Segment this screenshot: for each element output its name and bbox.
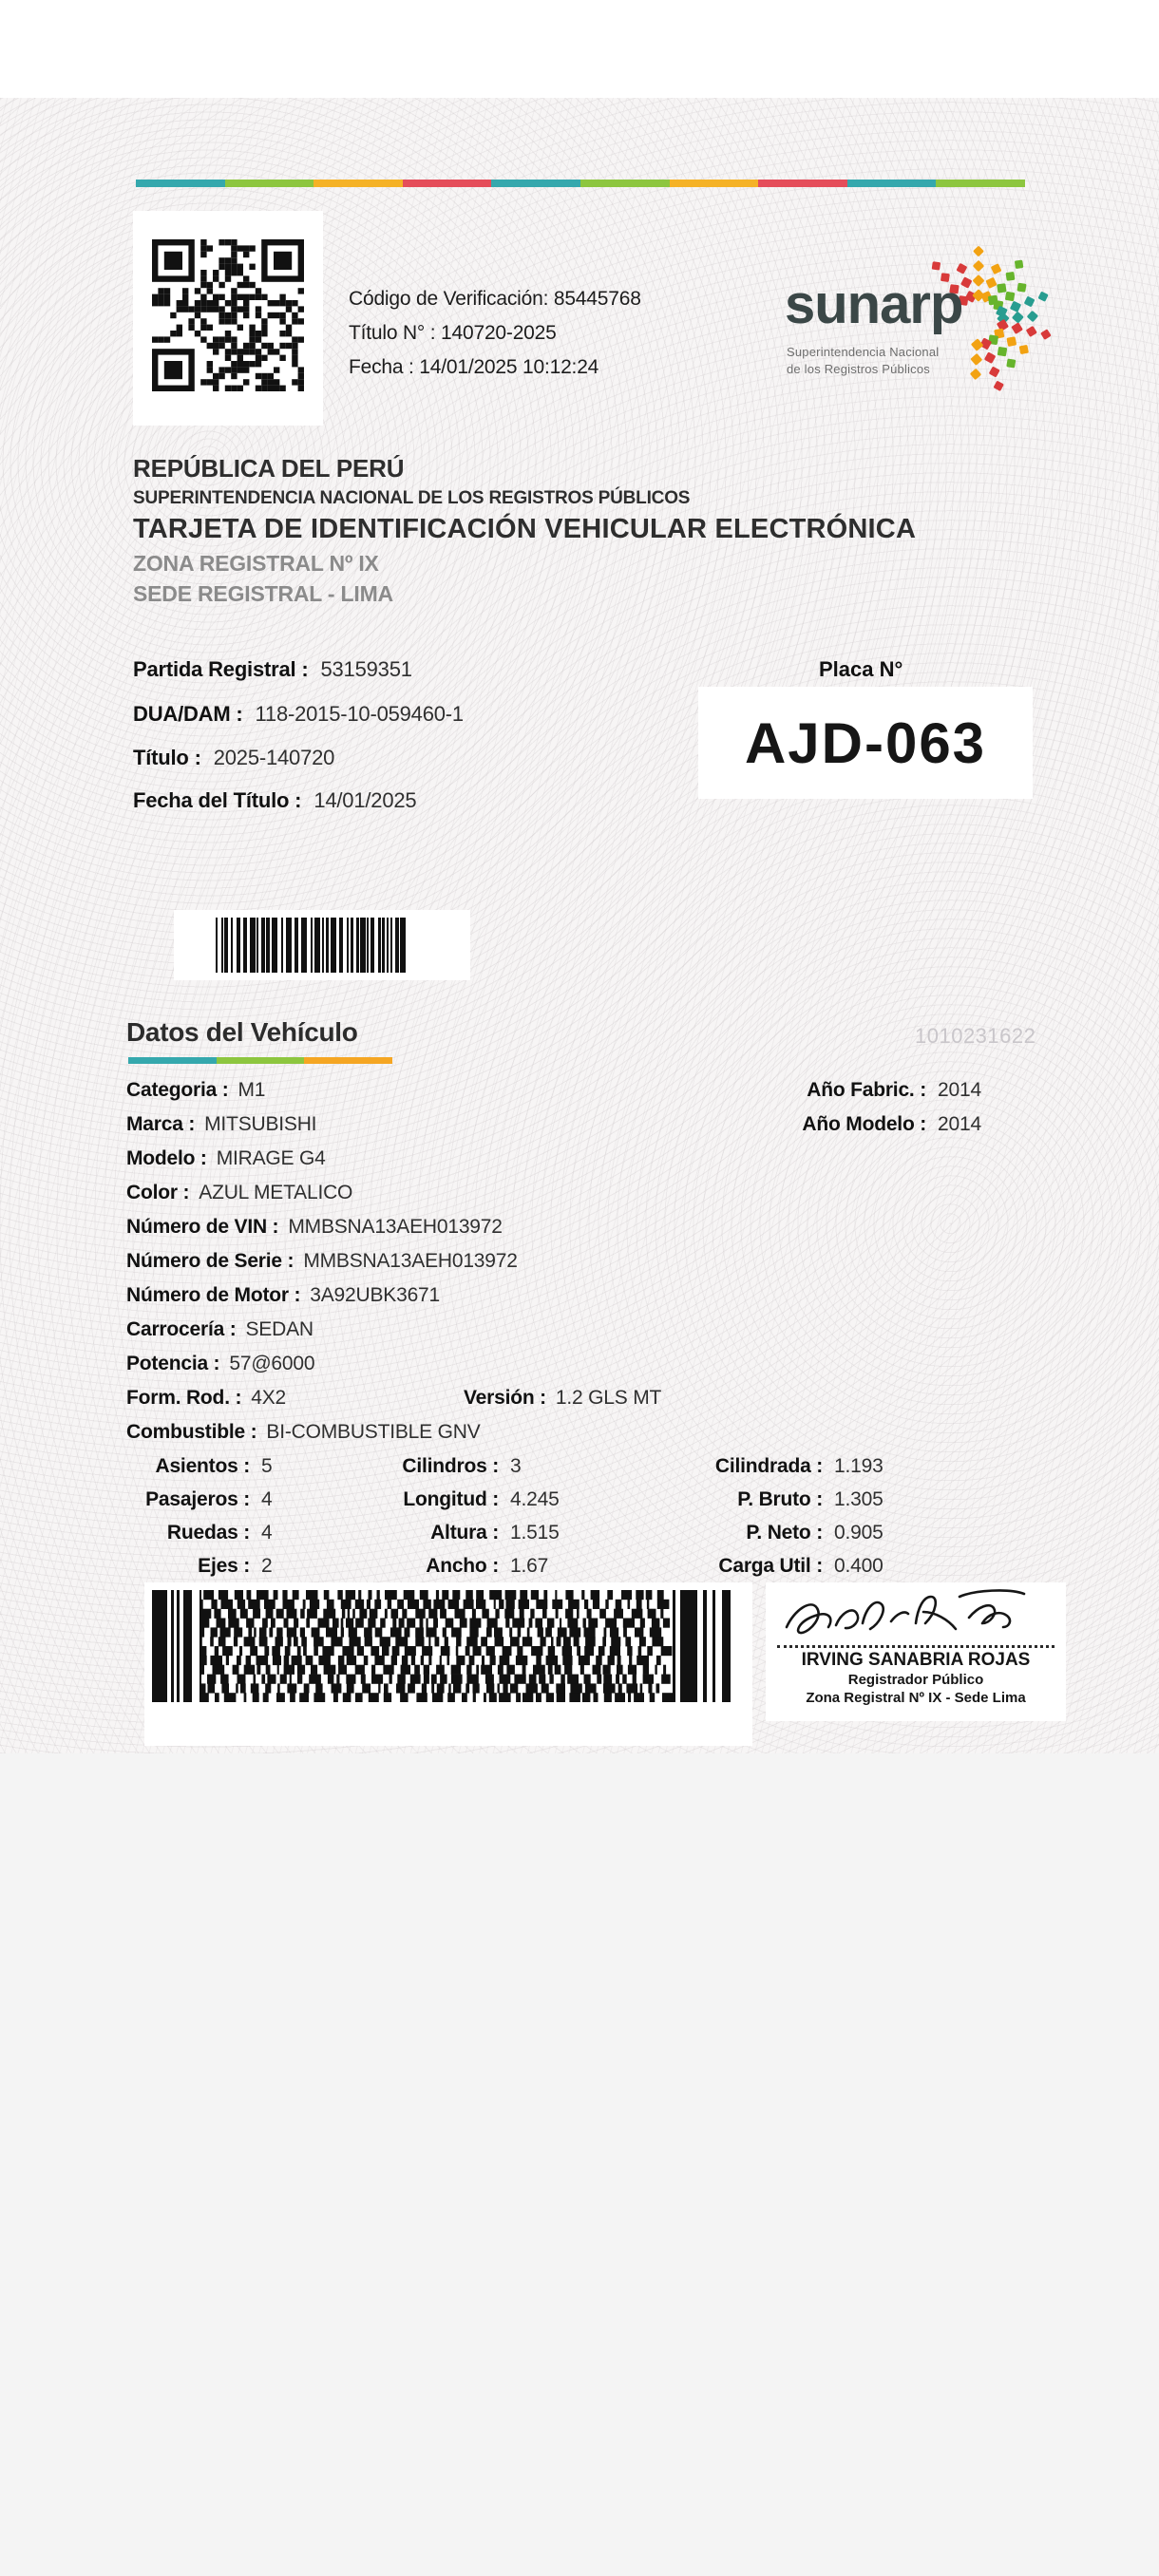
dash-segment <box>758 180 847 187</box>
spec-asientos: Asientos : 5 <box>155 1455 273 1477</box>
registrar-role: Registrador Público <box>847 1672 984 1688</box>
field-version: Versión : 1.2 GLS MT <box>464 1387 662 1409</box>
dash-segment <box>314 180 403 187</box>
underline-segment <box>304 1057 392 1064</box>
field-numero-serie: Número de Serie : MMBSNA13AEH013972 <box>126 1250 518 1272</box>
dash-segment <box>670 180 759 187</box>
field-titulo: Título : 2025-140720 <box>133 746 335 769</box>
watermark-number: 1010231622 <box>915 1024 1036 1048</box>
signature-icon <box>773 1585 1058 1644</box>
spec-p-neto: P. Neto : 0.905 <box>746 1522 884 1544</box>
section-title-datos-vehiculo: Datos del Vehículo <box>126 1017 358 1047</box>
field-combustible: Combustible : BI-COMBUSTIBLE GNV <box>126 1421 481 1443</box>
field-partida-registral: Partida Registral : 53159351 <box>133 657 412 681</box>
sunarp-logo <box>779 225 1075 401</box>
verification-date-line: Fecha : 14/01/2025 10:12:24 <box>349 356 599 378</box>
vehicle-id-card <box>0 98 1159 1753</box>
field-numero-vin: Número de VIN : MMBSNA13AEH013972 <box>126 1216 503 1238</box>
field-numero-motor: Número de Motor : 3A92UBK3671 <box>126 1284 441 1306</box>
field-marca: Marca : MITSUBISHI <box>126 1113 317 1135</box>
spec-ancho: Ancho : 1.67 <box>426 1555 549 1577</box>
underline-segment <box>217 1057 305 1064</box>
underline-segment <box>128 1057 217 1064</box>
dash-segment <box>403 180 492 187</box>
field-potencia: Potencia : 57@6000 <box>126 1353 315 1374</box>
plate-number-label: Placa N° <box>819 657 903 681</box>
registrar-name: IRVING SANABRIA ROJAS <box>801 1650 1031 1670</box>
registrar-zone: Zona Registral Nº IX - Sede Lima <box>806 1690 1026 1706</box>
section-title-underline <box>128 1057 392 1064</box>
plate-number-value: AJD-063 <box>744 710 987 775</box>
header-sede: SEDE REGISTRAL - LIMA <box>133 581 393 606</box>
spec-ruedas: Ruedas : 4 <box>166 1522 273 1544</box>
verification-title-line: Título N° : 140720-2025 <box>349 322 557 344</box>
spec-altura: Altura : 1.515 <box>430 1522 560 1544</box>
dash-segment <box>136 180 225 187</box>
plate-box <box>698 687 1033 799</box>
spec-carga-util: Carga Util : 0.400 <box>718 1555 884 1577</box>
header-org: SUPERINTENDENCIA NACIONAL DE LOS REGISTROS PÚBLICOS <box>133 488 691 508</box>
sunarp-tagline: de los Registros Públicos <box>787 362 930 376</box>
qr-code-icon <box>152 239 304 391</box>
qr-box <box>133 211 323 426</box>
field-carroceria: Carrocería : SEDAN <box>126 1318 314 1340</box>
field-form-rod: Form. Rod. : 4X2 <box>126 1387 287 1409</box>
dash-segment <box>936 180 1025 187</box>
spec-p-bruto: P. Bruto : 1.305 <box>737 1488 884 1510</box>
dash-segment <box>580 180 670 187</box>
header-country: REPÚBLICA DEL PERÚ <box>133 454 405 483</box>
field-anio-modelo: Año Modelo : 2014 <box>802 1113 981 1135</box>
barcode-1d-icon <box>216 918 409 973</box>
color-dash-divider <box>136 180 1025 187</box>
sunarp-tagline: Superintendencia Nacional <box>787 345 940 359</box>
signature-block <box>766 1582 1066 1721</box>
header-doc-title: TARJETA DE IDENTIFICACIÓN VEHICULAR ELECTRÓNICA <box>133 514 917 544</box>
verification-code-line: Código de Verificación: 85445768 <box>349 288 641 310</box>
sunarp-wordmark: sunarp <box>785 274 963 335</box>
dash-segment <box>225 180 314 187</box>
spec-cilindros: Cilindros : 3 <box>402 1455 522 1477</box>
barcode-pdf417-icon <box>152 1590 741 1702</box>
field-anio-fabricacion: Año Fabric. : 2014 <box>807 1079 981 1101</box>
spec-cilindrada: Cilindrada : 1.193 <box>714 1455 884 1477</box>
page-background <box>0 1753 1159 2576</box>
field-dua-dam: DUA/DAM : 118-2015-10-059460-1 <box>133 702 464 726</box>
pdf417-box <box>144 1582 752 1746</box>
signature-dotted-line <box>777 1645 1054 1648</box>
spec-ejes: Ejes : 2 <box>198 1555 273 1577</box>
field-modelo: Modelo : MIRAGE G4 <box>126 1147 326 1169</box>
field-categoria: Categoria : M1 <box>126 1079 266 1101</box>
field-color: Color : AZUL METALICO <box>126 1182 353 1203</box>
barcode-strip <box>174 910 470 980</box>
field-fecha-titulo: Fecha del Título : 14/01/2025 <box>133 788 417 812</box>
spec-pasajeros: Pasajeros : 4 <box>145 1488 273 1510</box>
spec-longitud: Longitud : 4.245 <box>403 1488 560 1510</box>
dash-segment <box>491 180 580 187</box>
header-zone: ZONA REGISTRAL Nº IX <box>133 551 379 576</box>
dash-segment <box>847 180 937 187</box>
